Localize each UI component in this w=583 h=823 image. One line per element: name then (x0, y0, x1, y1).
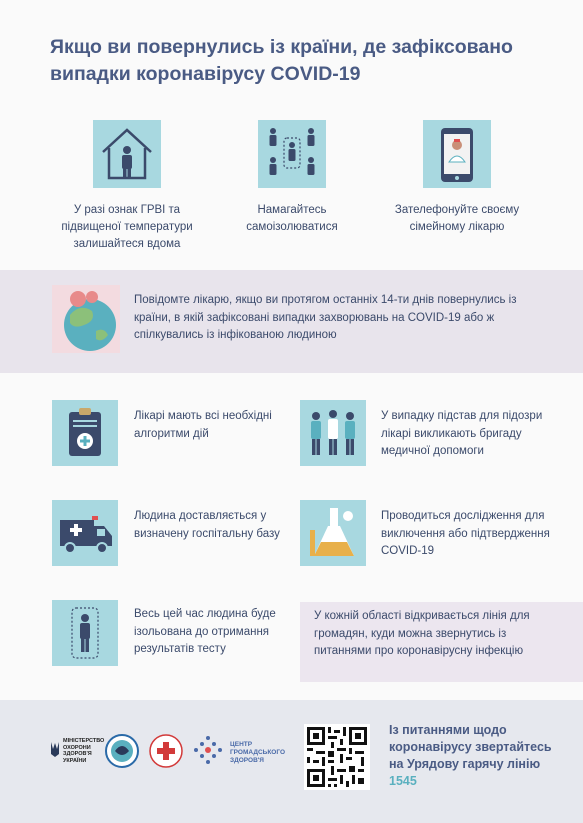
step-text-ambulance-call: У випадку підстав для підозри лікарі викликають бригаду медичної допомоги (381, 410, 543, 457)
medical-team-icon (300, 400, 366, 466)
step-text-algorithms: Лікарі мають всі необхідні алгоритми дій (134, 410, 272, 440)
emblem-logo (104, 733, 140, 769)
top-item-call-doctor (382, 120, 532, 236)
step-text-regional-line: У кожній області відкривається лінія для громадян, куди можна звернутись із питаннями про коронавірусну інфекцію (314, 610, 530, 657)
globe-icon (52, 285, 120, 353)
step-text-testing: Проводиться дослідження для виключення або підтвердження COVID-19 (381, 510, 550, 557)
top-caption-stay-home: У разі ознак ГРВІ та підвищеної температури залишайтеся вдома (61, 204, 193, 250)
red-cross-logo (148, 733, 184, 769)
trident-icon (50, 740, 60, 758)
phc-logo (192, 734, 286, 768)
house-person-icon (93, 120, 161, 188)
hotline-info (389, 722, 569, 790)
lab-flask-icon (300, 500, 366, 566)
page-title: Якщо ви повернулись із країни, де зафіксовано випадки коронавірусу COVID-19 (50, 36, 513, 85)
hotline-number: 1545 (389, 774, 417, 788)
notify-doctor-text: Повідомте лікарю, якщо ви протягом останніх 14-ти днів повернулись із країни, в якій зафіксовані випадки захворювань на COVID-19 або ж спілкувались із інфікованою людиною (134, 294, 517, 341)
moh-logo (50, 738, 104, 768)
phone-doctor-icon (423, 120, 491, 188)
top-item-stay-home (52, 120, 202, 253)
isolation-people-icon (258, 120, 326, 188)
step-text-isolation: Весь цей час людина буде ізольована до отримання результатів тесту (134, 608, 276, 655)
phc-dots-icon (192, 734, 224, 766)
qr-code-icon (304, 724, 370, 790)
top-caption-call-doctor: Зателефонуйте своєму сімейному лікарю (394, 204, 520, 233)
top-item-self-isolate (217, 120, 367, 236)
moh-logo-text: МІНІСТЕРСТВО ОХОРОНИ ЗДОРОВ'Я УКРАЇНИ (63, 738, 105, 764)
phc-logo-text: ЦЕНТР ГРОМАДСЬКОГО ЗДОРОВ'Я (230, 741, 286, 764)
ambulance-icon (52, 500, 118, 566)
top-caption-self-isolate: Намагайтесь самоізолюватися (246, 204, 338, 233)
clipboard-medical-icon (52, 400, 118, 466)
isolated-person-icon (52, 600, 118, 666)
step-text-hospital: Людина доставляється у визначену госпітальну базу (134, 510, 280, 540)
hotline-text: Із питаннями щодо коронавірусу звертайтесь на Урядову гарячу лінію (389, 723, 552, 771)
